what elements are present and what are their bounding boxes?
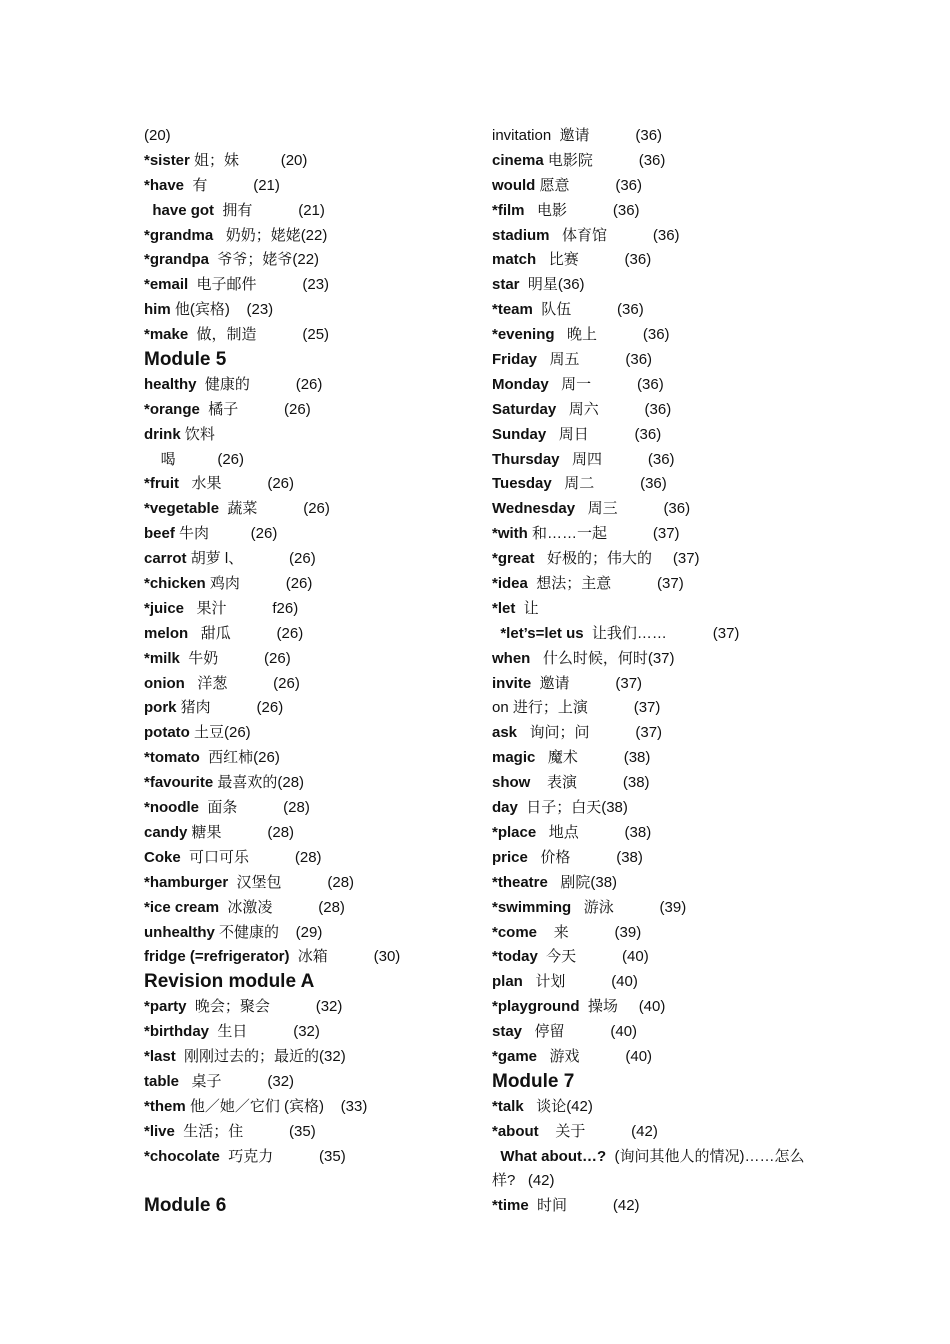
vocab-entry <box>144 224 474 249</box>
vocab-word: *milk <box>144 649 180 667</box>
vocab-entry <box>492 348 822 373</box>
vocab-meaning-page: 周一 (36) <box>548 375 664 393</box>
vocab-meaning-page: 电影 (36) <box>524 201 640 219</box>
vocab-entry <box>144 1045 474 1070</box>
vocab-meaning-page: 游泳 (39) <box>571 898 687 916</box>
vocab-meaning-page: 剧院(38) <box>547 873 618 891</box>
module-heading: Module 7 <box>492 1070 575 1092</box>
vocab-word: *orange <box>144 400 200 418</box>
vocab-entry <box>492 995 822 1020</box>
vocab-word: plan <box>492 973 523 991</box>
vocab-entry <box>144 547 474 572</box>
vocab-meaning-page: 操场 (40) <box>579 998 666 1016</box>
vocab-meaning-page: 胡萝 l、 (26) <box>186 550 316 568</box>
vocab-meaning-page: 巧克力 (35) <box>219 1147 346 1165</box>
vocab-word: *last <box>144 1047 176 1065</box>
vocab-word: unhealthy <box>144 923 215 941</box>
vocab-meaning-page: 什么时候，何时(37) <box>530 649 675 667</box>
vocab-entry <box>144 1070 474 1095</box>
vocab-meaning-page: 询问；问 (37) <box>517 724 663 742</box>
module-heading: Revision module A <box>144 971 315 993</box>
vocab-entry <box>144 796 474 821</box>
vocab-meaning-page: 时间 (42) <box>528 1197 640 1215</box>
vocab-word: beef <box>144 525 175 543</box>
vocab-word: stadium <box>492 226 550 244</box>
vocab-entry <box>492 622 822 647</box>
vocab-meaning-page: 晚上 (36) <box>554 326 670 344</box>
vocab-meaning-page: 来 (39) <box>537 923 642 941</box>
vocab-meaning-page: 糖果 (28) <box>187 823 295 841</box>
vocab-meaning-page: 生日 (32) <box>209 1023 320 1041</box>
vocab-word: *favourite <box>144 774 214 792</box>
vocab-meaning-page: 好极的；伟大的 (37) <box>534 550 700 568</box>
vocab-word: *fruit <box>144 475 179 493</box>
vocab-entry <box>144 323 474 348</box>
vocab-word: Saturday <box>492 400 557 418</box>
vocab-word: Sunday <box>492 425 547 443</box>
vocab-meaning-page: on 进行；上演 (37) <box>492 699 661 717</box>
vocab-entry <box>492 696 822 721</box>
module-heading: Module 5 <box>144 349 227 371</box>
vocab-word: *swimming <box>492 898 572 916</box>
vocab-entry <box>492 721 822 746</box>
vocab-word: healthy <box>144 375 197 393</box>
vocab-word: magic <box>492 749 536 767</box>
vocab-meaning-page: 鸡肉 (26) <box>205 575 313 593</box>
vocab-meaning-page: 最喜欢的(28) <box>213 774 305 792</box>
vocab-word: table <box>144 1072 180 1090</box>
vocab-entry <box>144 721 474 746</box>
vocab-entry <box>492 497 822 522</box>
vocab-meaning-page: 晚会；聚会 (32) <box>186 998 343 1016</box>
vocab-word: *make <box>144 326 189 344</box>
vocab-entry <box>492 1194 822 1219</box>
vocab-meaning-page: 周四 (36) <box>559 450 675 468</box>
vocab-word: Wednesday <box>492 500 576 518</box>
vocab-entry <box>492 1045 822 1070</box>
vocab-entry <box>492 871 822 896</box>
module-heading: Module 6 <box>144 1195 227 1217</box>
vocab-entry <box>144 1145 474 1170</box>
vocab-meaning-page: 猪肉 (26) <box>176 699 284 717</box>
vocab-word: Tuesday <box>492 475 552 493</box>
vocab-entry <box>492 224 822 249</box>
vocab-meaning-page: 姐；妹 (20) <box>189 151 308 169</box>
vocab-word: What about…? <box>500 1147 607 1165</box>
vocab-word: potato <box>144 724 190 742</box>
vocab-word: *great <box>492 550 535 568</box>
vocab-meaning-page: 队伍 (36) <box>532 301 644 319</box>
vocab-meaning-page: 果汁 f26) <box>184 599 299 617</box>
vocab-word: *birthday <box>144 1023 210 1041</box>
vocab-meaning-page: 他(宾格) (23) <box>170 301 274 319</box>
vocab-meaning-page: 生活；住 (35) <box>174 1122 316 1140</box>
vocab-word: *let’s=let us <box>500 624 584 642</box>
vocab-entry <box>492 174 822 199</box>
vocab-entry <box>492 945 822 970</box>
vocab-meaning-page: 爷爷；姥爷(22) <box>209 251 320 269</box>
vocab-word: match <box>492 251 537 269</box>
vocab-entry <box>144 472 474 497</box>
vocab-meaning-page: 让 <box>515 599 539 617</box>
vocab-entry <box>144 995 474 1020</box>
vocab-entry <box>492 1095 822 1120</box>
vocab-meaning-page: 明星(36) <box>519 276 585 294</box>
vocab-entry <box>144 746 474 771</box>
vocab-entry <box>144 672 474 697</box>
vocab-word: melon <box>144 624 189 642</box>
vocab-entry <box>492 149 822 174</box>
vocab-meaning-page: 有 (21) <box>184 176 280 194</box>
vocab-word: *have <box>144 176 185 194</box>
vocab-entry <box>144 821 474 846</box>
vocab-meaning-page: 体育馆 (36) <box>549 226 680 244</box>
vocab-entry <box>492 199 822 224</box>
vocab-word: cinema <box>492 151 544 169</box>
vocab-word: *email <box>144 276 189 294</box>
vocab-meaning-page: 表演 (38) <box>530 774 650 792</box>
vocab-entry <box>492 522 822 547</box>
vocab-word: *party <box>144 998 187 1016</box>
vocab-meaning-page: 冰箱 (30) <box>289 948 401 966</box>
vocab-word: Thursday <box>492 450 560 468</box>
vocab-meaning-page: 今天 (40) <box>537 948 649 966</box>
vocab-word: *live <box>144 1122 175 1140</box>
vocab-entry <box>144 921 474 946</box>
vocab-meaning-page: 地点 (38) <box>536 823 652 841</box>
left-column <box>144 124 474 1219</box>
vocab-word: *team <box>492 301 533 319</box>
vocab-entry <box>144 846 474 871</box>
vocab-meaning-page: 游戏 (40) <box>537 1047 653 1065</box>
vocab-word: *grandma <box>144 226 214 244</box>
vocab-entry <box>144 174 474 199</box>
vocab-word: *chocolate <box>144 1147 220 1165</box>
vocab-entry <box>144 1120 474 1145</box>
vocab-word: *noodle <box>144 799 199 817</box>
vocab-entry <box>492 921 822 946</box>
vocab-meaning-page: 比赛 (36) <box>536 251 652 269</box>
vocab-entry <box>144 298 474 323</box>
vocab-entry <box>144 945 474 970</box>
vocab-entry <box>144 248 474 273</box>
vocab-meaning-page: 冰激凌 (28) <box>219 898 345 916</box>
vocab-entry <box>144 647 474 672</box>
vocab-entry <box>144 572 474 597</box>
vocab-meaning-page: 饮料 <box>180 425 215 443</box>
vocab-word: *evening <box>492 326 555 344</box>
vocab-word: *talk <box>492 1097 524 1115</box>
vocab-entry <box>492 1120 822 1145</box>
vocab-word: *today <box>492 948 538 966</box>
vocab-meaning-page: 关于 (42) <box>538 1122 658 1140</box>
vocab-word: price <box>492 848 528 866</box>
vocab-meaning-page: invitation 邀请 (36) <box>492 127 663 144</box>
vocab-meaning-page: 想法；主意 (37) <box>527 575 684 593</box>
vocab-word: ask <box>492 724 518 742</box>
vocab-meaning-page: 电影院 (36) <box>543 151 666 169</box>
vocab-meaning-page: 日子；白天(38) <box>517 799 628 817</box>
vocab-entry <box>144 423 474 448</box>
vocab-entry <box>492 298 822 323</box>
vocab-entry <box>144 597 474 622</box>
vocab-word: him <box>144 301 171 319</box>
vocab-word: *film <box>492 201 525 219</box>
vocab-entry <box>492 647 822 672</box>
vocab-meaning-page: 周日 (36) <box>546 425 662 443</box>
vocab-word: *idea <box>492 575 528 593</box>
vocab-meaning-page: 电子邮件 (23) <box>188 276 330 294</box>
vocab-word: Friday <box>492 351 538 369</box>
vocab-word: *place <box>492 823 537 841</box>
vocab-word: Coke <box>144 848 181 866</box>
vocab-word: *come <box>492 923 538 941</box>
vocab-entry <box>492 423 822 448</box>
vocab-word: show <box>492 774 531 792</box>
vocab-entry <box>492 273 822 298</box>
vocab-meaning-page: 土豆(26) <box>189 724 251 742</box>
vocab-word: Monday <box>492 375 549 393</box>
vocab-entry <box>492 448 822 473</box>
vocab-word: *hamburger <box>144 873 229 891</box>
vocab-entry <box>144 871 474 896</box>
vocab-meaning-page: 健康的 (26) <box>196 375 323 393</box>
vocab-entry <box>144 149 474 174</box>
vocab-entry <box>144 497 474 522</box>
vocab-meaning-page: 喝 (26) <box>160 450 245 468</box>
indent <box>144 451 161 468</box>
vocab-entry <box>492 597 822 622</box>
vocab-entry <box>144 124 474 149</box>
vocab-entry <box>144 199 474 224</box>
vocab-meaning-page: 和……一起 (37) <box>527 525 680 543</box>
vocab-word: *time <box>492 1197 529 1215</box>
vocab-entry <box>492 572 822 597</box>
vocab-meaning-page: 西红柿(26) <box>199 749 280 767</box>
vocab-entry <box>144 1095 474 1120</box>
vocab-entry <box>144 622 474 647</box>
vocab-word: carrot <box>144 550 187 568</box>
vocab-meaning-page: 甜瓜 (26) <box>188 624 304 642</box>
vocab-meaning-page: 拥有 (21) <box>214 201 325 219</box>
vocab-word: *tomato <box>144 749 200 767</box>
vocab-meaning-page: 周五 (36) <box>537 351 653 369</box>
vocab-entry <box>492 1145 822 1195</box>
vocab-word: *about <box>492 1122 539 1140</box>
vocab-entry <box>144 522 474 547</box>
vocab-meaning-page: 奶奶；姥姥(22) <box>213 226 328 244</box>
vocab-entry <box>492 398 822 423</box>
vocab-meaning-page: 谈论(42) <box>523 1097 593 1115</box>
vocab-word: *chicken <box>144 575 206 593</box>
vocab-meaning-page: (20) <box>144 127 171 144</box>
vocab-word: star <box>492 276 520 294</box>
vocab-meaning-page: 停留 (40) <box>522 1023 638 1041</box>
vocab-word: *with <box>492 525 528 543</box>
vocab-word: fridge (=refrigerator) <box>144 948 290 966</box>
vocab-meaning-page: 做，制造 (25) <box>188 326 330 344</box>
vocab-meaning-page: 不健康的 (29) <box>214 923 323 941</box>
vocab-meaning-page: 牛肉 (26) <box>174 525 278 543</box>
vocab-word: *sister <box>144 151 190 169</box>
vocab-word: *vegetable <box>144 500 220 518</box>
vocab-entry <box>144 1020 474 1045</box>
vocab-word: stay <box>492 1023 523 1041</box>
vocab-meaning-page: 周六 (36) <box>556 400 672 418</box>
blank-line <box>144 1169 474 1194</box>
vocab-word: *theatre <box>492 873 548 891</box>
vocab-meaning-page: 计划 (40) <box>522 973 638 991</box>
vocab-word: *grandpa <box>144 251 210 269</box>
vocab-entry <box>144 398 474 423</box>
vocab-entry <box>492 796 822 821</box>
vocab-entry <box>492 547 822 572</box>
vocab-meaning-page: 他／她／它们 (宾格) (33) <box>185 1097 368 1115</box>
vocab-meaning-page: 魔术 (38) <box>535 749 651 767</box>
vocab-word: day <box>492 799 518 817</box>
vocab-entry <box>492 1020 822 1045</box>
vocab-meaning-page: 周二 (36) <box>551 475 667 493</box>
vocab-meaning-page: 洋葱 (26) <box>184 674 300 692</box>
vocab-meaning-page: 邀请 (37) <box>531 674 643 692</box>
vocab-word: drink <box>144 425 181 443</box>
vocab-entry <box>492 896 822 921</box>
vocab-word: have got <box>152 201 215 219</box>
vocab-entry <box>492 124 822 149</box>
vocab-entry <box>144 373 474 398</box>
right-column <box>492 124 822 1219</box>
vocab-entry <box>492 672 822 697</box>
vocab-meaning-page: 汉堡包 (28) <box>228 873 355 891</box>
vocab-meaning-page: 让我们…… (37) <box>583 624 740 642</box>
vocab-meaning-page: 愿意 (36) <box>535 176 643 194</box>
vocab-entry <box>144 448 474 473</box>
vocab-meaning-page: (询问其他人的情况)……怎么样? (42) <box>492 1147 805 1190</box>
vocab-meaning-page: 面条 (28) <box>199 799 310 817</box>
vocab-meaning-page: 周三 (36) <box>575 500 691 518</box>
vocab-word: would <box>492 176 536 194</box>
vocab-word: pork <box>144 699 177 717</box>
vocab-entry <box>144 696 474 721</box>
vocab-meaning-page: 可口可乐 (28) <box>180 848 322 866</box>
vocab-entry <box>492 472 822 497</box>
vocab-word: *let <box>492 599 516 617</box>
vocab-entry <box>492 746 822 771</box>
vocab-entry <box>492 846 822 871</box>
vocab-entry <box>144 896 474 921</box>
vocab-entry <box>492 248 822 273</box>
vocab-word: *playground <box>492 998 580 1016</box>
vocab-word: *them <box>144 1097 186 1115</box>
vocab-entry <box>492 970 822 995</box>
vocab-entry <box>492 821 822 846</box>
vocab-word: onion <box>144 674 185 692</box>
vocab-word: *ice cream <box>144 898 220 916</box>
vocab-entry <box>492 373 822 398</box>
vocab-word: candy <box>144 823 188 841</box>
vocab-meaning-page: 刚刚过去的；最近的(32) <box>175 1047 346 1065</box>
vocab-entry <box>492 771 822 796</box>
vocab-entry <box>492 323 822 348</box>
vocab-entry <box>144 771 474 796</box>
vocab-meaning-page: 价格 (38) <box>527 848 643 866</box>
vocab-word: invite <box>492 674 532 692</box>
vocab-meaning-page: 桌子 (32) <box>179 1072 295 1090</box>
vocab-meaning-page: 蔬菜 (26) <box>219 500 330 518</box>
vocab-word: *game <box>492 1047 538 1065</box>
vocab-meaning-page: 橘子 (26) <box>199 400 311 418</box>
vocab-meaning-page: 水果 (26) <box>179 475 295 493</box>
vocab-entry <box>144 273 474 298</box>
vocab-word: *juice <box>144 599 185 617</box>
vocab-word: when <box>492 649 531 667</box>
vocab-meaning-page: 牛奶 (26) <box>179 649 291 667</box>
